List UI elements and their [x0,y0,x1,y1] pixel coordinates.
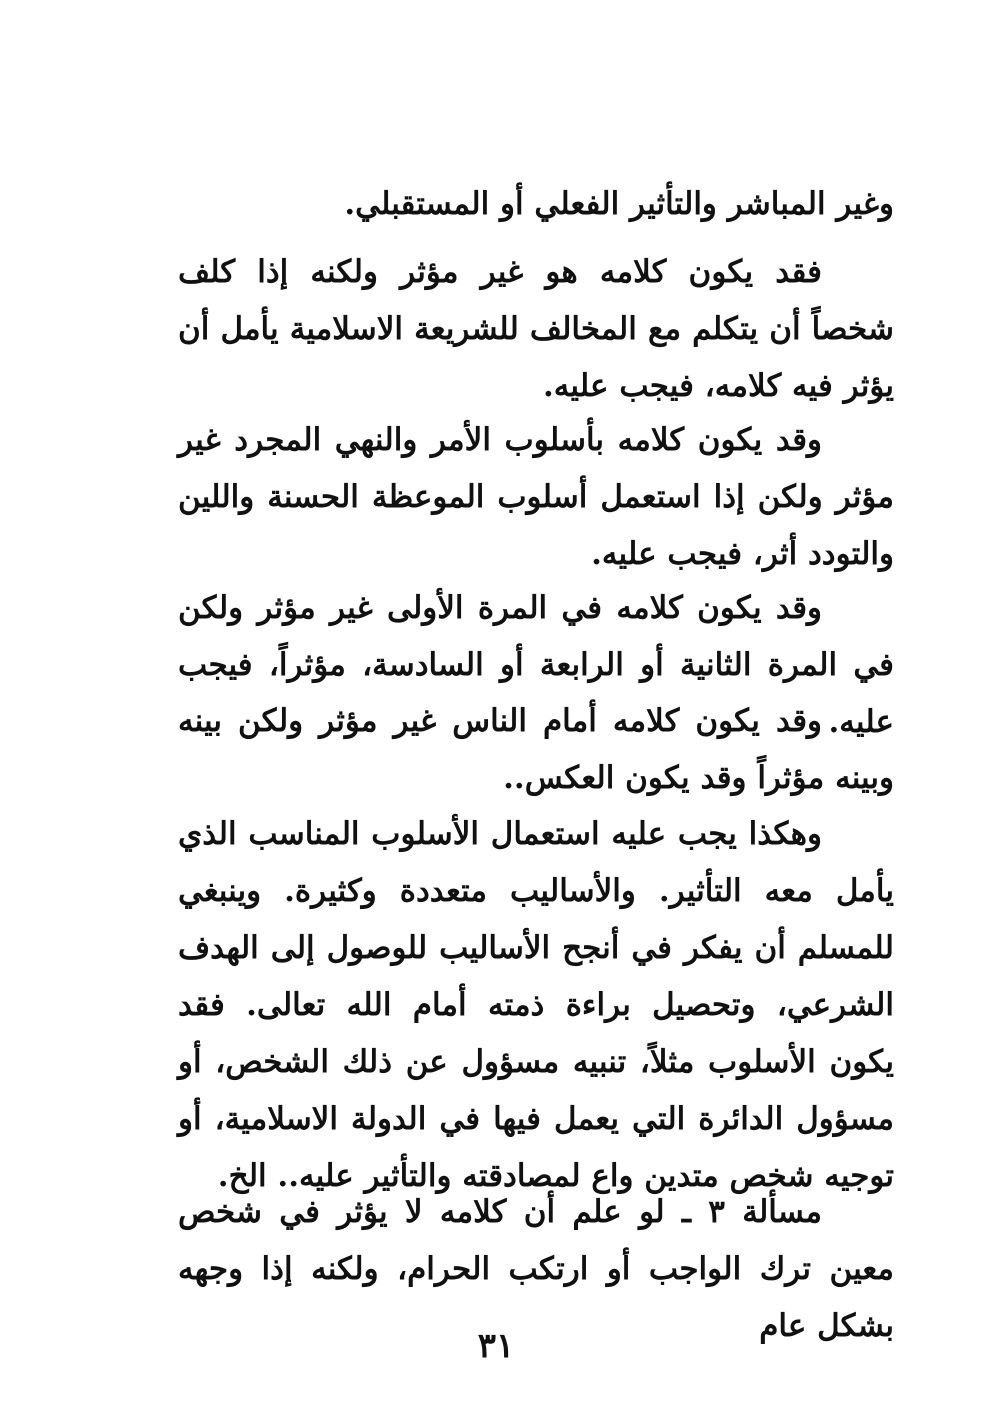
paragraph-5: وقد يكون كلامه أمام الناس غير مؤثر ولكن بينه وبينه مؤثراً وقد يكون العكس.. [178,703,894,796]
paragraph-block-6 [178,806,894,1205]
paragraph-4: وقد يكون كلامه في المرة الأولى غير مؤثر ولكن في المرة الثانية أو الرابعة أو السادسة، مؤثراً، فيجب عليه. [178,590,894,740]
paragraph-continuation [178,176,894,233]
paragraph-6: وهكذا يجب عليه استعمال الأسلوب المناسب الذي يأمل معه التأثير. والأساليب متعددة وكثيرة. وينبغي للمسلم أن يفكر في أنجح الأساليب للوصول إلى الهدف الشرعي، وتحصيل براءة ذمته أمام الله تعالى. فقد يكون الأسلوب مثلاً، تنبيه مسؤول عن ذلك الشخص، أو مسؤول الدائرة التي يعمل فيها في الدولة الاسلامية، أو توجيه شخص متدين واع لمصادقته والتأثير عليه.. الخ. [178,816,894,1194]
page-number: ٣١ [477,1326,515,1366]
paragraph-block-5 [178,693,894,807]
paragraph-block-2 [178,244,894,415]
paragraph-1: وغير المباشر والتأثير الفعلي أو المستقبلي. [344,186,894,222]
paragraph-3: وقد يكون كلامه بأسلوب الأمر والنهي المجرد غير مؤثر ولكن إذا استعمل أسلوب الموعظة الحسنة واللين والتودد أثر، فيجب عليه. [178,422,894,572]
paragraph-block-3 [178,412,894,583]
paragraph-2: فقد يكون كلامه هو غير مؤثر ولكنه إذا كلف شخصاً أن يتكلم مع المخالف للشريعة الاسلامية يأمل أن يؤثر فيه كلامه، فيجب عليه. [178,254,894,404]
issue-paragraph: مسألة ٣ ـ لو علم أن كلامه لا يؤثر في شخص معين ترك الواجب أو ارتكب الحرام، ولكنه إذا وجهه بشكل عام [178,1194,894,1344]
